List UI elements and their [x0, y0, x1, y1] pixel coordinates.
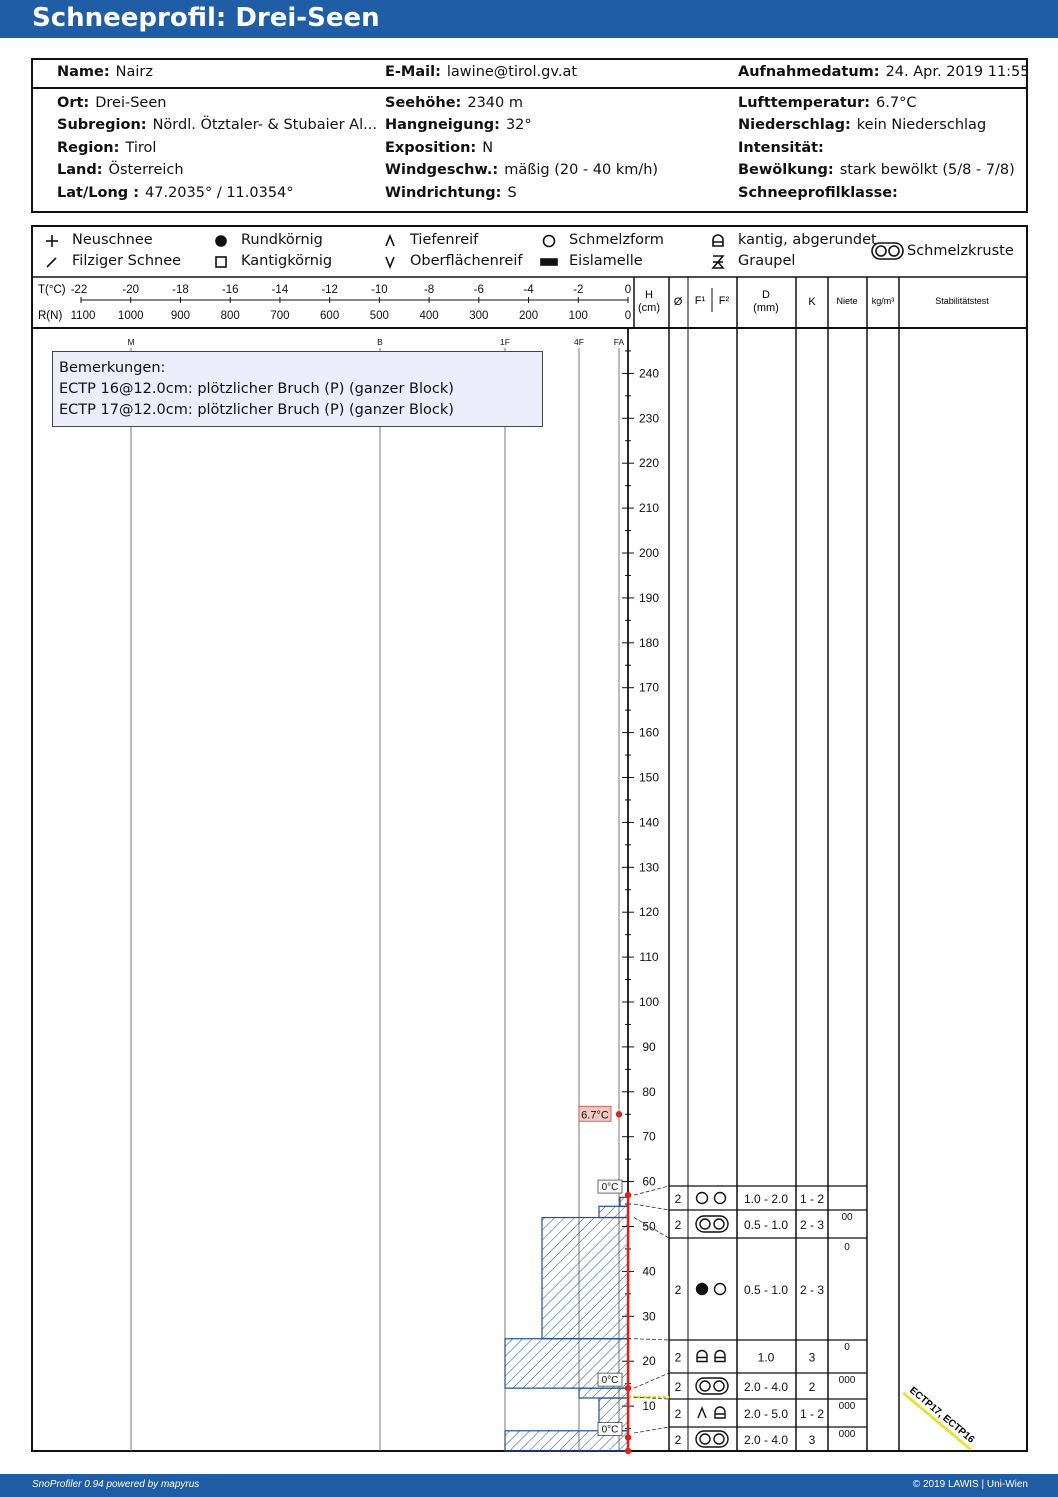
- filled-circle-icon: [697, 1284, 708, 1295]
- height-tick-label: 60: [642, 1174, 656, 1189]
- res-tick-label: 800: [220, 310, 240, 322]
- height-tick-label: 80: [642, 1084, 656, 1099]
- row-hardness: 3: [808, 1350, 816, 1365]
- row-grain-size: 2.0 - 5.0: [743, 1407, 789, 1421]
- melt-crust-icon: [696, 1216, 728, 1232]
- temp-tick-label: -10: [371, 284, 388, 296]
- temperature-label: 0°C: [601, 1424, 619, 1436]
- layer-connector: [634, 1427, 669, 1433]
- d-header: D: [762, 289, 770, 301]
- row-grain-size: 2.0 - 4.0: [743, 1433, 789, 1447]
- res-tick-label: 500: [369, 310, 389, 322]
- temp-tick-label: -4: [523, 284, 534, 296]
- row-wetness: 2: [674, 1283, 682, 1297]
- height-tick-label: 160: [638, 725, 660, 740]
- info-right-4: Schneeprofilklasse:: [738, 185, 898, 201]
- hardness-label: B: [377, 337, 383, 347]
- res-scale-label: R(N): [38, 310, 63, 322]
- temperature-point: [625, 1448, 631, 1454]
- air-temperature-point: [616, 1111, 622, 1117]
- bar-icon: [541, 259, 557, 265]
- row-grain-size: 1.0: [757, 1350, 775, 1365]
- row-hardness: 2 - 3: [799, 1218, 825, 1232]
- circle-icon: [697, 1193, 708, 1204]
- height-tick-label: 230: [638, 411, 660, 426]
- legend-neuschnee: Neuschnee: [72, 232, 153, 248]
- legend-schmelzkruste: Schmelzkruste: [907, 243, 1014, 259]
- height-header: H: [645, 289, 653, 301]
- height-tick-label: 110: [639, 950, 659, 965]
- hardness-label: 1F: [500, 337, 510, 347]
- footer-bar: [0, 1474, 1058, 1497]
- info-mid-3: Windgeschw.: mäßig (20 - 40 km/h): [385, 162, 659, 178]
- height-tick-label: 210: [638, 501, 660, 516]
- temp-tick-label: -12: [321, 284, 338, 296]
- height-tick-label: 120: [638, 905, 660, 920]
- res-tick-label: 1000: [117, 310, 144, 322]
- height-tick-label: 140: [638, 815, 660, 830]
- height-tick-label: 90: [642, 1039, 656, 1054]
- row-niete: 000: [838, 1375, 856, 1386]
- legend-kantig-abgerundet: kantig, abgerundet: [738, 232, 877, 248]
- caret-up-icon: [698, 1408, 706, 1418]
- temp-tick-label: -16: [221, 284, 239, 296]
- row-wetness: 2: [674, 1380, 682, 1394]
- rounded-faceted-icon: [713, 235, 723, 246]
- row-hardness: 1 - 2: [799, 1192, 825, 1206]
- hardness-label: FA: [613, 337, 625, 347]
- circle-icon: [715, 1284, 726, 1295]
- legend-graupel: Graupel: [738, 253, 796, 269]
- height-tick-label: 200: [638, 546, 660, 560]
- legend-tiefenreif: Tiefenreif: [410, 232, 479, 248]
- info-right-2: Intensität:: [738, 140, 824, 156]
- filled-circle-icon: [216, 236, 226, 246]
- temp-tick-label: -2: [573, 284, 584, 296]
- remarks-heading: Bemerkungen:: [59, 360, 166, 376]
- res-tick-label: 600: [320, 310, 340, 322]
- res-tick-label: 1100: [70, 310, 96, 322]
- layer-connector: [634, 1339, 669, 1340]
- row-hardness: 2 - 3: [799, 1283, 825, 1297]
- temperature-point: [625, 1434, 631, 1440]
- row-grain-size: 0.5 - 1.0: [743, 1283, 789, 1297]
- hardness-label: M: [127, 337, 135, 347]
- caret-up-icon: [386, 236, 394, 246]
- row-niete: 0: [844, 1342, 850, 1353]
- info-right-0: Lufttemperatur: 6.7°C: [738, 95, 917, 111]
- row-grain-size: 2.0 - 4.0: [743, 1380, 789, 1394]
- date-field: Aufnahmedatum: 24. Apr. 2019 11:55: [738, 64, 1030, 80]
- email-field: E-Mail: lawine@tirol.gv.at: [385, 64, 578, 80]
- temp-tick-label: -6: [473, 284, 484, 296]
- row-hardness: 1 - 2: [799, 1407, 825, 1421]
- rounded-faceted-icon: [697, 1351, 707, 1362]
- temp-tick-label: -8: [423, 284, 435, 296]
- layer-connector: [634, 1373, 669, 1388]
- wet-header: Ø: [673, 296, 683, 308]
- height-tick-label: 40: [642, 1264, 656, 1279]
- res-tick-label: 0: [624, 310, 632, 322]
- footer-right: © 2019 LAWIS | Uni-Wien: [912, 1479, 1028, 1490]
- hardness-label: 4F: [574, 337, 584, 347]
- circle-icon: [544, 236, 555, 247]
- info-mid-2: Exposition: N: [385, 140, 494, 156]
- legend-oberflaechenreif: Oberflächenreif: [410, 253, 523, 269]
- circle-icon: [715, 1193, 726, 1204]
- legend-eislamelle: Eislamelle: [569, 253, 643, 269]
- density-header: kg/m³: [871, 296, 895, 306]
- layer-connector: [634, 1204, 669, 1210]
- info-mid-0: Seehöhe: 2340 m: [385, 95, 523, 111]
- height-tick-label: 130: [638, 860, 660, 875]
- remarks-line-1: ECTP 16@12.0cm: plötzlicher Bruch (P) (ganzer Block): [59, 381, 454, 397]
- temp-tick-label: -14: [271, 284, 289, 296]
- temp-tick-label: -18: [172, 284, 189, 296]
- rounded-faceted-icon: [715, 1351, 725, 1362]
- legend-filziger-schnee: Filziger Schnee: [72, 253, 182, 269]
- height-unit: (cm): [638, 302, 660, 314]
- niete-header: Niete: [836, 296, 858, 306]
- air-temperature-label: 6.7°C: [581, 1109, 609, 1122]
- info-left-4: Lat/Long : 47.2035° / 11.0354°: [57, 185, 294, 201]
- height-tick-label: 30: [642, 1309, 656, 1324]
- height-tick-label: 180: [638, 635, 660, 650]
- page-title: Schneeprofil: Drei-Seen: [32, 3, 380, 33]
- row-niete: 000: [838, 1401, 856, 1412]
- graupel-icon: [713, 256, 723, 268]
- name-field: Name: Nairz: [57, 64, 154, 80]
- square-icon: [216, 257, 226, 267]
- f2-header: F²: [718, 295, 730, 307]
- d-unit: (mm): [753, 302, 779, 314]
- rounded-faceted-icon: [715, 1407, 725, 1418]
- row-grain-size: 0.5 - 1.0: [743, 1218, 789, 1232]
- k-header: K: [808, 296, 816, 308]
- height-tick-label: 100: [638, 995, 660, 1009]
- remarks-line-2: ECTP 17@12.0cm: plötzlicher Bruch (P) (ganzer Block): [59, 402, 454, 418]
- row-grain-size: 1.0 - 2.0: [743, 1192, 789, 1206]
- row-niete: 0: [844, 1242, 850, 1253]
- melt-crust-icon: [696, 1378, 728, 1394]
- row-wetness: 2: [674, 1218, 682, 1232]
- height-tick-label: 240: [638, 366, 660, 381]
- row-hardness: 2: [808, 1380, 816, 1394]
- temp-tick-label: -20: [122, 284, 140, 296]
- row-wetness: 2: [674, 1192, 682, 1206]
- row-wetness: 2: [674, 1407, 682, 1421]
- melt-crust-icon: [696, 1431, 728, 1447]
- row-hardness: 3: [808, 1433, 816, 1447]
- stability-tag: [903, 1381, 981, 1450]
- footer-left: SnoProfiler 0.94 powered by mapyrus: [32, 1479, 200, 1490]
- row-wetness: 2: [674, 1433, 682, 1447]
- temp-tick-label: 0: [624, 284, 632, 296]
- temperature-point: [625, 1385, 631, 1391]
- temperature-label: 0°C: [601, 1375, 619, 1387]
- row-wetness: 2: [674, 1350, 682, 1365]
- slash-icon: [47, 258, 56, 267]
- snow-layer: [542, 1218, 628, 1339]
- info-right-1: Niederschlag: kein Niederschlag: [738, 117, 987, 133]
- caret-down-icon: [386, 257, 394, 267]
- snow-layer: [599, 1206, 628, 1217]
- height-tick-label: 10: [642, 1399, 656, 1414]
- stability-header: Stabilitätstest: [935, 296, 989, 306]
- res-tick-label: 200: [518, 310, 539, 322]
- res-tick-label: 900: [170, 310, 191, 322]
- temp-scale-label: T(°C): [38, 284, 66, 296]
- height-tick-label: 190: [638, 590, 660, 605]
- res-tick-label: 700: [270, 310, 290, 322]
- height-tick-label: 220: [638, 456, 660, 471]
- height-tick-label: 150: [638, 770, 660, 785]
- info-right-3: Bewölkung: stark bewölkt (5/8 - 7/8): [738, 162, 1015, 178]
- temp-tick-label: -22: [70, 284, 88, 296]
- info-left-3: Land: Österreich: [57, 162, 184, 178]
- res-tick-label: 100: [568, 310, 588, 322]
- height-tick-label: 20: [642, 1354, 656, 1369]
- height-tick-label: 170: [638, 680, 660, 695]
- info-mid-1: Hangneigung: 32°: [385, 117, 532, 133]
- info-mid-4: Windrichtung: S: [385, 185, 517, 201]
- plus-icon: [46, 235, 58, 247]
- info-left-1: Subregion: Nördl. Ötztaler- & Stubaier Al...: [57, 117, 377, 133]
- info-left-2: Region: Tirol: [57, 140, 157, 156]
- remarks-box: [52, 351, 543, 427]
- temperature-label: 0°C: [601, 1182, 619, 1194]
- legend-schmelzform: Schmelzform: [569, 232, 664, 248]
- height-tick-label: 70: [642, 1129, 656, 1144]
- temperature-point: [625, 1192, 631, 1198]
- snow-layer: [579, 1388, 628, 1398]
- row-niete: 00: [841, 1212, 853, 1223]
- res-tick-label: 300: [469, 310, 489, 322]
- info-left-0: Ort: Drei-Seen: [57, 95, 167, 111]
- melt-crust-icon: [872, 243, 903, 259]
- stability-label: ECTP17, ECTP16: [907, 1385, 977, 1446]
- legend-rundkoernig: Rundkörnig: [241, 232, 323, 248]
- f1-header: F¹: [694, 295, 706, 307]
- res-tick-label: 400: [419, 310, 439, 322]
- row-niete: 000: [838, 1429, 856, 1440]
- height-tick-label: 50: [642, 1219, 656, 1234]
- legend-kantigkoernig: Kantigkörnig: [241, 253, 333, 269]
